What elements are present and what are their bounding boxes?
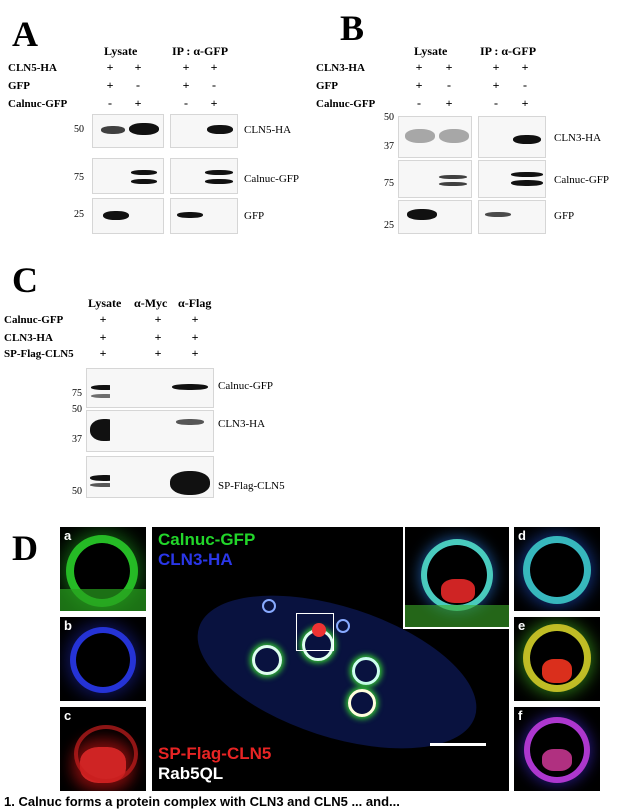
mw-marker: 50 [72, 404, 82, 415]
sign: + [521, 60, 529, 74]
panel-d-letter: D [12, 528, 38, 568]
image-b-cln3 [60, 617, 146, 701]
sign: + [182, 78, 190, 92]
panel-c-header-flag: α-Flag [178, 296, 212, 310]
mw-marker: 25 [74, 209, 84, 220]
sign: + [210, 96, 218, 110]
label-rab5ql: Rab5QL [158, 764, 224, 783]
sign: - [108, 96, 112, 110]
panel-c-row-label: Calnuc-GFP [4, 314, 64, 326]
mw-marker: 50 [72, 486, 82, 497]
blot-lysate-cln5ha [92, 114, 164, 148]
blot-c-ip-calnuc [110, 368, 214, 408]
sign: + [134, 96, 142, 110]
sign: + [99, 312, 107, 326]
sign: - [136, 78, 140, 92]
subpanel-label: e [518, 618, 526, 633]
band-label: CLN3-HA [554, 132, 602, 144]
mw-marker: 37 [384, 141, 394, 152]
sign: + [521, 96, 529, 110]
panel-a-row-label: GFP [8, 80, 30, 92]
label-calnuc-gfp: Calnuc-GFP [158, 530, 256, 549]
band-label: GFP [244, 210, 265, 222]
sign: + [106, 78, 114, 92]
sign: - [184, 96, 188, 110]
panel-b-row-label: Calnuc-GFP [316, 98, 376, 110]
blot-ip-gfp [170, 198, 238, 234]
band-label: CLN5-HA [244, 124, 292, 136]
sign: + [415, 78, 423, 92]
blot-lysate-cln3ha [398, 116, 472, 158]
panel-a-row-label: CLN5-HA [8, 62, 57, 74]
sign: - [494, 96, 498, 110]
image-d-calnuc-cln3 [514, 527, 600, 611]
band-label: GFP [554, 210, 575, 222]
label-cln3-ha: CLN3-HA [158, 550, 233, 569]
sign: + [182, 60, 190, 74]
sign: + [191, 346, 199, 360]
mw-marker: 50 [384, 112, 394, 123]
image-a-calnuc [60, 527, 146, 611]
mw-marker: 50 [74, 124, 84, 135]
panel-b-row-label: CLN3-HA [316, 62, 365, 74]
sign: - [417, 96, 421, 110]
band-label: SP-Flag-CLN5 [218, 480, 285, 492]
image-e-calnuc-cln5 [514, 617, 600, 701]
sign: + [134, 60, 142, 74]
label-sp-flag-cln5: SP-Flag-CLN5 [158, 744, 272, 763]
sign: + [154, 312, 162, 326]
image-merge-inset [403, 527, 509, 629]
blot-lysate-calnuc-b [398, 160, 472, 198]
sign: + [99, 330, 107, 344]
band-label: Calnuc-GFP [218, 380, 273, 392]
mw-marker: 25 [384, 220, 394, 231]
blot-lysate-calnuc [92, 158, 164, 194]
mw-marker: 75 [72, 388, 82, 399]
panel-a-header-lysate: Lysate [104, 44, 138, 58]
panel-b-row-label: GFP [316, 80, 338, 92]
blot-ip-gfp-b [478, 200, 546, 234]
sign: + [492, 78, 500, 92]
image-c-cln5 [60, 707, 146, 791]
blot-ip-calnuc-b [478, 160, 546, 198]
blot-ip-cln3ha [478, 116, 546, 158]
panel-a-letter: A [12, 14, 38, 54]
blot-ip-cln5ha [170, 114, 238, 148]
mw-marker: 75 [74, 172, 84, 183]
panel-b-letter: B [340, 8, 365, 48]
sign: + [154, 330, 162, 344]
mw-marker: 37 [72, 434, 82, 445]
sign: + [106, 60, 114, 74]
mw-marker: 75 [384, 178, 394, 189]
blot-lysate-gfp [92, 198, 164, 234]
band-label: Calnuc-GFP [244, 173, 299, 185]
sign: + [191, 330, 199, 344]
panel-c-row-label: SP-Flag-CLN5 [4, 348, 74, 360]
sign: - [523, 78, 527, 92]
sign: + [154, 346, 162, 360]
sign: + [492, 60, 500, 74]
sign: - [447, 78, 451, 92]
blot-ip-calnuc [170, 158, 238, 194]
blot-c-ip-cln3 [110, 410, 214, 452]
panel-c-letter: C [12, 260, 38, 300]
subpanel-label: a [64, 528, 72, 543]
panel-c-header-lysate: Lysate [88, 296, 122, 310]
subpanel-label: b [64, 618, 72, 633]
image-f-cln3-cln5 [514, 707, 600, 791]
panel-b-header-lysate: Lysate [414, 44, 448, 58]
panel-a-header-ip: IP : α-GFP [172, 44, 229, 58]
subpanel-label: d [518, 528, 526, 543]
subpanel-label: f [518, 708, 523, 723]
subpanel-label: c [64, 708, 72, 723]
sign: + [445, 60, 453, 74]
panel-c-row-label: CLN3-HA [4, 332, 53, 344]
panel-c-header-myc: α-Myc [134, 296, 168, 310]
blot-c-ip-cln5 [110, 456, 214, 498]
sign: - [212, 78, 216, 92]
band-label: CLN3-HA [218, 418, 266, 430]
sign: + [445, 96, 453, 110]
sign: + [210, 60, 218, 74]
figure-caption: 1. Calnuc forms a protein complex with CLN3 and CLN5 ... and... [4, 794, 400, 809]
blot-lysate-gfp-b [398, 200, 472, 234]
panel-b-header-ip: IP : α-GFP [480, 44, 537, 58]
sign: + [191, 312, 199, 326]
sign: + [415, 60, 423, 74]
sign: + [99, 346, 107, 360]
band-label: Calnuc-GFP [554, 174, 609, 186]
panel-a-row-label: Calnuc-GFP [8, 98, 68, 110]
